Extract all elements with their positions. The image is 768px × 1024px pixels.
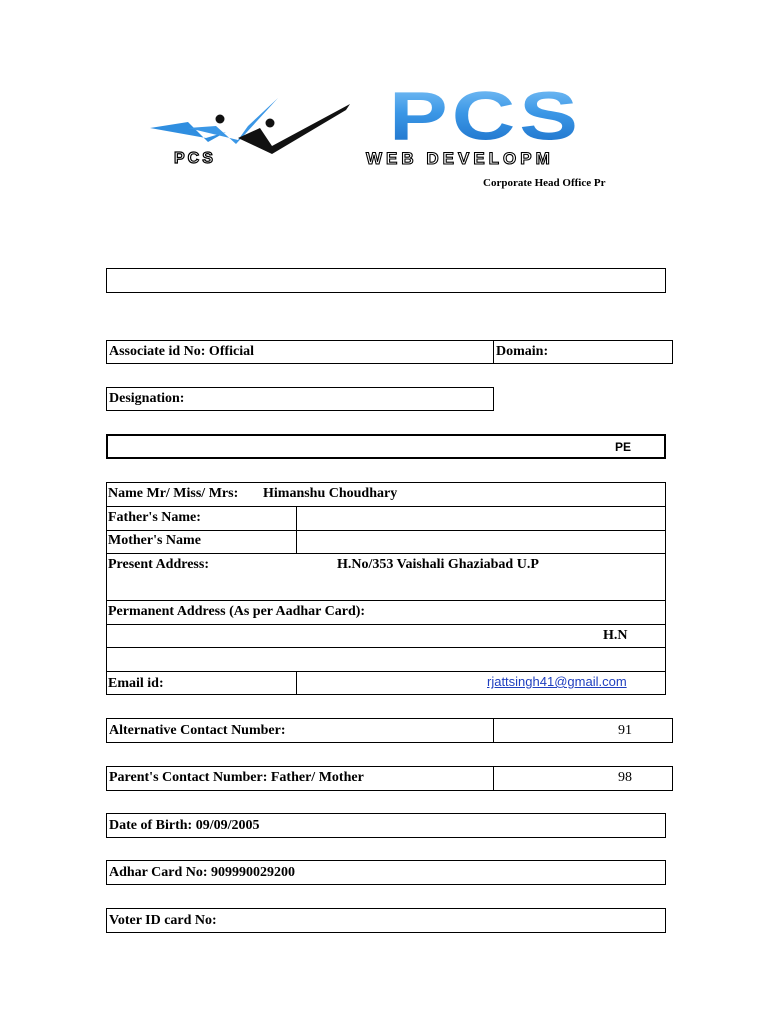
designation-cell <box>106 387 494 411</box>
alt-contact-value-cell <box>493 718 673 743</box>
row-divider <box>106 600 666 601</box>
pcs-checkmark-logo-icon <box>148 98 353 154</box>
logo-subtitle: WEB DEVELOPM <box>366 149 554 168</box>
email-link[interactable]: rjattsingh41@gmail.com <box>487 674 627 689</box>
mother-name-label: Mother's Name <box>108 533 201 548</box>
column-divider <box>296 506 297 554</box>
father-name-label: Father's Name: <box>108 510 201 525</box>
email-label: Email id: <box>108 676 164 691</box>
name-label: Name Mr/ Miss/ Mrs: <box>108 486 239 501</box>
dob-cell <box>106 813 666 838</box>
row-divider <box>106 624 666 625</box>
row-divider <box>106 553 666 554</box>
voter-id-label: Voter ID card No: <box>109 913 217 928</box>
permanent-address-label: Permanent Address (As per Aadhar Card): <box>108 604 366 619</box>
section-title: PE <box>615 440 632 454</box>
present-address-label: Present Address: <box>108 557 209 572</box>
domain-label: Domain: <box>496 344 549 359</box>
row-divider <box>106 671 666 672</box>
designation-label: Designation: <box>109 391 185 406</box>
aadhar-label: Adhar Card No: 909990029200 <box>109 865 296 880</box>
permanent-address-value: H.N <box>603 628 628 643</box>
parent-contact-value-cell <box>493 766 673 791</box>
row-divider <box>106 506 666 507</box>
column-divider <box>296 671 297 695</box>
voter-id-cell <box>106 908 666 933</box>
row-divider <box>106 647 666 648</box>
alt-contact-label: Alternative Contact Number: <box>109 723 286 738</box>
parent-contact-value: 98 <box>618 770 632 785</box>
parent-contact-label-cell <box>106 766 494 791</box>
present-address-value: H.No/353 Vaishali Ghaziabad U.P <box>337 557 539 572</box>
parent-contact-label: Parent's Contact Number: Father/ Mother <box>109 770 364 785</box>
section-title-box <box>106 434 666 459</box>
alt-contact-label-cell <box>106 718 494 743</box>
domain-cell <box>493 340 673 364</box>
aadhar-cell <box>106 860 666 885</box>
name-value: Himanshu Choudhary <box>263 486 398 501</box>
logo-big-text: PCS <box>389 77 582 155</box>
logo-small-text: PCS <box>174 150 216 167</box>
row-divider <box>106 530 666 531</box>
form-title-box <box>106 268 666 293</box>
associate-id-cell <box>106 340 494 364</box>
alt-contact-value: 91 <box>618 723 632 738</box>
associate-id-label: Associate id No: Official <box>109 344 255 359</box>
dob-label: Date of Birth: 09/09/2005 <box>109 818 260 833</box>
office-line: Corporate Head Office Pr <box>483 177 606 189</box>
